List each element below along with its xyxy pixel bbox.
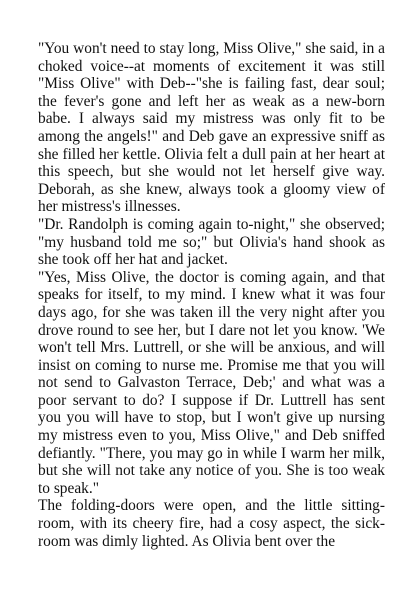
paragraph-1: "You won't need to stay long, Miss Olive," she said, in a choked voice--at moments of excitement it was still "Miss Olive" with Deb--"she is failing fast, dear soul; the fever's gone and left her as weak as a new-born babe. I always said my mistress was only fit to be among the angels!" and Deb gave an expressive sniff as she filled her kettle. Olivia felt a dull pain at her heart at this speech, but she would not let herself give way. Deborah, as she knew, always took a gloomy view of her mistress's illnesses.: [38, 40, 385, 216]
paragraph-4: The folding-doors were open, and the little sitting-room, with its cheery fire, had a cosy aspect, the sick-room was dimly lighted. As Olivia bent over the: [38, 497, 385, 550]
page-body: [38, 40, 385, 550]
paragraph-3: "Yes, Miss Olive, the doctor is coming again, and that speaks for itself, to my mind. I knew what it was four days ago, for she was taken ill the very night after you drove round to see her, but I dare not let you know. 'We won't tell Mrs. Luttrell, or she will be anxious, and will insist on coming to nurse me. Promise me that you will not send to Galvaston Terrace, Deb;' and what was a poor servant to do? I suppose if Dr. Luttrell has sent you you will have to stop, but I won't give up nursing my mistress even to you, Miss Olive," and Deb sniffed defiantly. "There, you may go in while I warm her milk, but she will not take any notice of you. She is too weak to speak.": [38, 268, 385, 497]
paragraph-2: "Dr. Randolph is coming again to-night," she observed; "my husband told me so;" but Olivia's hand shook as she took off her hat and jacket.: [38, 215, 385, 269]
